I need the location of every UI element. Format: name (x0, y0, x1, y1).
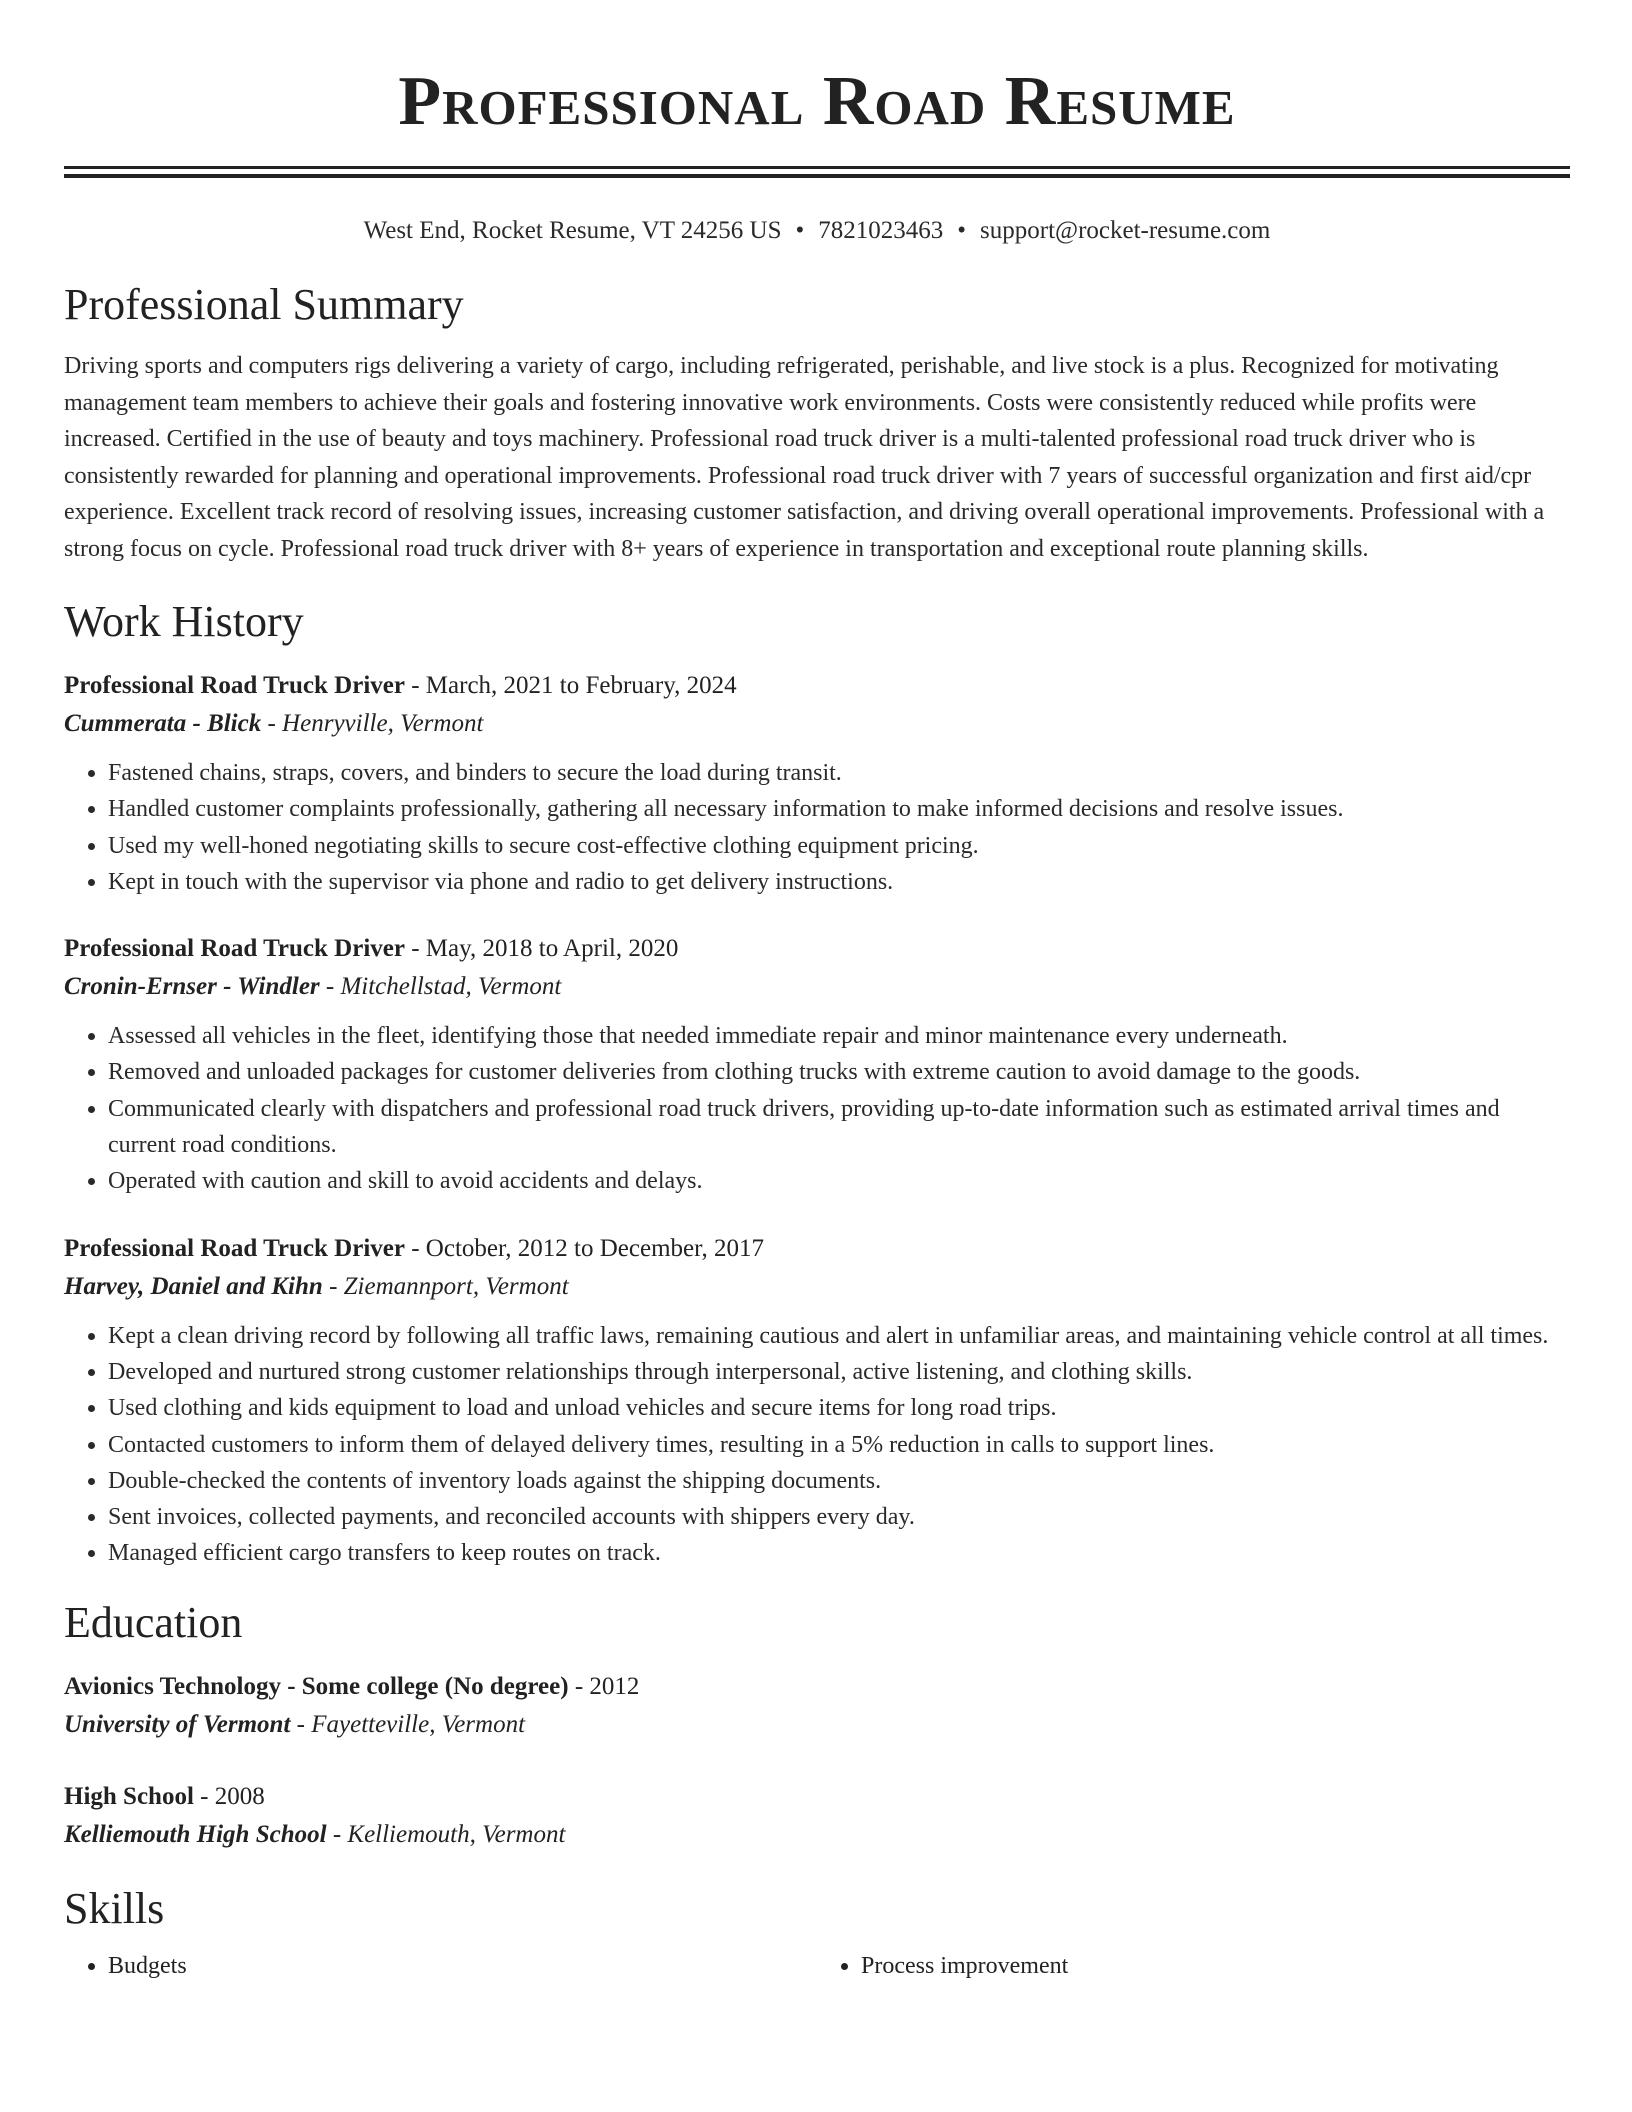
education-year: - 2012 (568, 1672, 640, 1700)
section-heading-skills: Skills (64, 1883, 165, 1933)
job-title-line (64, 667, 1570, 705)
education-degree: High School (64, 1782, 194, 1810)
job-company: Harvey, Daniel and Kihn (64, 1272, 323, 1300)
job-bullet: • Double-checked the contents of inventory loads against the shipping documents. (108, 1463, 1570, 1499)
job-location: - Ziemannport, Vermont (322, 1272, 569, 1300)
education-school-line (64, 1816, 1570, 1854)
contact-separator: • (795, 217, 805, 244)
job-bullet: • Assessed all vehicles in the fleet, identifying those that needed immediate repair and minor maintenance every underneath. (108, 1018, 1570, 1054)
job-bullet: • Kept a clean driving record by following all traffic laws, remaining cautious and alert in unfamiliar areas, and maintaining vehicle control at all times. (108, 1318, 1570, 1354)
education-year: - 2008 (193, 1782, 265, 1810)
contact-address: West End, Rocket Resume, VT 24256 US (363, 217, 782, 244)
job-title: Professional Road Truck Driver (64, 672, 405, 699)
job-title: Professional Road Truck Driver (64, 935, 405, 963)
job-bullets (64, 1318, 1570, 1572)
education-degree-line (64, 1778, 1570, 1816)
job-entry (64, 1230, 1570, 1572)
job-bullet: • Handled customer complaints professionally, gathering all necessary information to make informed decisions and resolve issues. (108, 791, 1570, 827)
skills-grid (64, 1948, 1570, 1984)
job-bullet: • Developed and nurtured strong customer relationships through interpersonal, active listening, and clothing skills. (108, 1354, 1570, 1390)
section-heading-work-history: Work History (64, 597, 304, 646)
summary-paragraph: Driving sports and computers rigs delivering a variety of cargo, including refrigerated, perishable, and live stock is a plus. Recognized for motivating management team members to achieve their goals and fostering innovative work environments. Costs were consistently reduced while profits were increased. Certified in the use of beauty and toys machinery. Professional road truck driver is a multi-talented professional road truck driver who is consistently rewarded for planning and operational improvements. Professional road truck driver with 7 years of successful organization and first aid/cpr experience. Excellent track record of resolving issues, increasing customer satisfaction, and driving overall operational improvements. Professional with a strong focus on cycle. Professional road truck driver with 8+ years of experience in transportation and exceptional route planning skills. (64, 353, 1545, 562)
job-location: - Henryville, Vermont (261, 710, 484, 737)
skill-item: • Budgets (108, 1948, 817, 1984)
job-bullet: • Managed efficient cargo transfers to keep routes on track. (108, 1535, 1570, 1571)
contact-email: support@rocket-resume.com (980, 217, 1271, 244)
job-entry (64, 667, 1570, 900)
skills-column-right (817, 1948, 1570, 1984)
education-entry (64, 1668, 1570, 1744)
contact-separator: • (957, 217, 967, 244)
job-title: Professional Road Truck Driver (64, 1234, 405, 1262)
job-bullets (64, 1018, 1570, 1199)
job-title-line (64, 1230, 1570, 1268)
job-company: Cummerata - Blick (64, 710, 262, 737)
education-location: - Fayetteville, Vermont (290, 1710, 526, 1738)
section-heading-education: Education (64, 1597, 243, 1647)
job-bullet: • Used clothing and kids equipment to load and unload vehicles and secure items for long road trips. (108, 1390, 1570, 1426)
resume-page (64, 0, 1570, 1984)
job-company-line (64, 1268, 1570, 1306)
education-school: University of Vermont (64, 1710, 291, 1738)
job-dates: - October, 2012 to December, 2017 (404, 1234, 764, 1262)
title-double-rule (64, 166, 1570, 178)
job-bullet: • Communicated clearly with dispatchers and professional road truck drivers, providing up-to-date information such as estimated arrival times and current road conditions. (108, 1091, 1570, 1164)
education-degree: Avionics Technology - Some college (No degree) (64, 1672, 569, 1700)
skill-item: • Process improvement (861, 1948, 1570, 1984)
job-bullet: • Removed and unloaded packages for customer deliveries from clothing trucks with extreme caution to avoid damage to the goods. (108, 1054, 1570, 1090)
education-location: - Kelliemouth, Vermont (326, 1820, 566, 1848)
job-company-line (64, 705, 1570, 743)
job-bullet: • Contacted customers to inform them of delayed delivery times, resulting in a 5% reduction in calls to support lines. (108, 1427, 1570, 1463)
job-bullet: • Used my well-honed negotiating skills to secure cost-effective clothing equipment pricing. (108, 828, 1570, 864)
job-bullet: • Operated with caution and skill to avoid accidents and delays. (108, 1163, 1570, 1199)
education-school-line (64, 1706, 1570, 1744)
job-company: Cronin-Ernser - Windler (64, 973, 320, 1001)
contact-line (64, 216, 1570, 246)
skills-column-left (64, 1948, 817, 1984)
job-dates: - March, 2021 to February, 2024 (404, 672, 737, 699)
education-school: Kelliemouth High School (64, 1820, 327, 1848)
job-location: - Mitchellstad, Vermont (319, 973, 562, 1001)
job-bullet: • Sent invoices, collected payments, and reconciled accounts with shippers every day. (108, 1499, 1570, 1535)
contact-phone: 7821023463 (818, 217, 944, 244)
job-bullets (64, 755, 1570, 900)
job-bullet: • Fastened chains, straps, covers, and binders to secure the load during transit. (108, 755, 1570, 791)
education-entry (64, 1778, 1570, 1854)
education-degree-line (64, 1668, 1570, 1706)
resume-title: Professional Road Resume (398, 63, 1236, 140)
section-heading-summary: Professional Summary (64, 280, 464, 329)
job-company-line (64, 968, 1570, 1006)
job-title-line (64, 930, 1570, 968)
job-bullet: • Kept in touch with the supervisor via phone and radio to get delivery instructions. (108, 864, 1570, 900)
job-entry (64, 930, 1570, 1199)
job-dates: - May, 2018 to April, 2020 (404, 935, 679, 963)
